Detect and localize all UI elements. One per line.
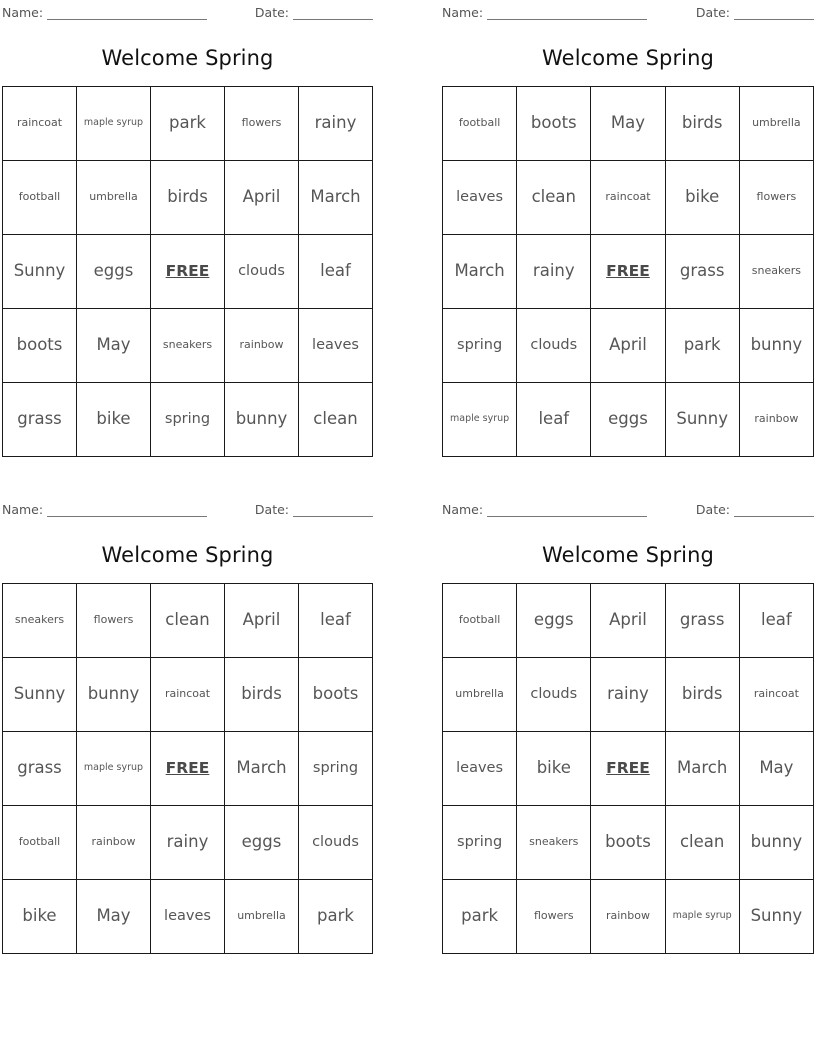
bingo-cell[interactable] [151, 806, 225, 880]
bingo-cell-label: March [677, 758, 728, 778]
bingo-cell[interactable] [665, 309, 739, 383]
name-date-header [2, 2, 373, 20]
bingo-cell-label: bike [536, 758, 571, 778]
name-write-in-line[interactable] [47, 504, 207, 517]
name-label: Name: [2, 502, 44, 517]
bingo-cell[interactable] [299, 309, 373, 383]
bingo-cell-label: rainy [166, 832, 209, 852]
bingo-cell-label: raincoat [753, 687, 799, 701]
bingo-cell[interactable] [591, 806, 665, 880]
card-title: Welcome Spring [101, 46, 274, 70]
bingo-cell-label: flowers [756, 190, 797, 204]
bingo-cell-label: May [96, 906, 131, 926]
date-field-group [255, 503, 373, 517]
name-label: Name: [2, 5, 44, 20]
bingo-cell[interactable] [299, 161, 373, 235]
bingo-cell[interactable] [151, 880, 225, 954]
bingo-row [443, 584, 814, 658]
bingo-cell-label: rainbow [239, 338, 284, 352]
bingo-cell-label: grass [17, 409, 62, 429]
bingo-cell-label: leaves [456, 760, 504, 777]
bingo-cell[interactable] [443, 584, 517, 658]
bingo-cell-label: leaf [320, 610, 351, 630]
bingo-cell-label: birds [681, 684, 723, 704]
bingo-cell[interactable] [3, 309, 77, 383]
bingo-cell[interactable] [225, 161, 299, 235]
name-date-header [442, 2, 814, 20]
bingo-cell-label: Sunny [750, 906, 803, 926]
bingo-cell[interactable] [443, 235, 517, 309]
bingo-cell-label: March [236, 758, 287, 778]
bingo-card [0, 0, 408, 457]
bingo-cell-label: boots [16, 335, 63, 355]
bingo-cell[interactable] [517, 309, 591, 383]
bingo-cell[interactable] [443, 658, 517, 732]
bingo-cell-label: eggs [241, 832, 282, 852]
bingo-cell-label: maple syrup [83, 762, 144, 774]
bingo-cell-label: March [310, 187, 361, 207]
bingo-cell-label: April [242, 610, 281, 630]
bingo-cell[interactable] [591, 383, 665, 457]
bingo-cell[interactable] [443, 383, 517, 457]
bingo-row [3, 658, 373, 732]
bingo-cell[interactable] [739, 806, 813, 880]
bingo-cell[interactable] [665, 732, 739, 806]
name-field-group [2, 6, 207, 20]
bingo-grid [442, 86, 814, 457]
bingo-free-cell[interactable] [151, 732, 225, 806]
bingo-cell-label: rainbow [754, 412, 799, 426]
date-field-group [696, 503, 814, 517]
bingo-cell-label: rainy [314, 113, 357, 133]
bingo-cell[interactable] [299, 235, 373, 309]
bingo-cell[interactable] [739, 309, 813, 383]
bingo-cell-label: eggs [93, 261, 134, 281]
bingo-cell-label: leaf [538, 409, 570, 429]
bingo-cell[interactable] [77, 732, 151, 806]
bingo-cell-label: birds [167, 187, 208, 207]
bingo-cell[interactable] [225, 880, 299, 954]
bingo-cell[interactable] [77, 87, 151, 161]
bingo-cell-label: rainbow [605, 909, 650, 923]
bingo-cell[interactable] [77, 658, 151, 732]
bingo-cell-label: April [609, 610, 647, 630]
bingo-cell-label: flowers [93, 613, 134, 627]
bingo-cell[interactable] [225, 584, 299, 658]
bingo-cell-label: leaves [164, 908, 211, 925]
bingo-cell[interactable] [443, 732, 517, 806]
bingo-cell[interactable] [517, 880, 591, 954]
bingo-cell-label: grass [679, 610, 725, 630]
bingo-cell-label: flowers [241, 116, 282, 130]
bingo-cell[interactable] [443, 309, 517, 383]
bingo-row [3, 806, 373, 880]
bingo-cell-label: clean [165, 610, 210, 630]
bingo-grid [442, 583, 814, 954]
bingo-cell-label: clean [531, 187, 576, 207]
bingo-row [443, 235, 814, 309]
bingo-cell[interactable] [225, 383, 299, 457]
bingo-cell[interactable] [225, 806, 299, 880]
bingo-cell-label: rainbow [91, 835, 136, 849]
bingo-cell-label: park [683, 335, 721, 355]
bingo-cell-label: sneakers [14, 613, 65, 627]
bingo-cell-label: clean [679, 832, 725, 852]
bingo-cell[interactable] [591, 161, 665, 235]
bingo-row [443, 880, 814, 954]
bingo-cell[interactable] [591, 658, 665, 732]
bingo-cell-label: sneakers [162, 338, 213, 352]
bingo-cell[interactable] [77, 309, 151, 383]
bingo-cell-label: birds [681, 113, 723, 133]
bingo-row [443, 658, 814, 732]
bingo-cell-label: spring [164, 411, 211, 428]
name-field-group [2, 503, 207, 517]
bingo-cell-label: May [759, 758, 794, 778]
bingo-cell[interactable] [225, 732, 299, 806]
bingo-cell-label: clouds [530, 686, 578, 703]
bingo-cell-label: football [18, 835, 61, 849]
bingo-cell-label: umbrella [237, 909, 286, 923]
bingo-cell-label: umbrella [89, 190, 138, 204]
bingo-cell[interactable] [443, 87, 517, 161]
name-date-header [2, 499, 373, 517]
bingo-cell-label: bike [96, 409, 131, 429]
bingo-cell-label: bunny [750, 335, 803, 355]
bingo-cell[interactable] [225, 658, 299, 732]
bingo-cell[interactable] [225, 309, 299, 383]
free-space-label: FREE [606, 759, 650, 778]
bingo-cell[interactable] [151, 658, 225, 732]
bingo-cell[interactable] [225, 235, 299, 309]
bingo-cell[interactable] [151, 87, 225, 161]
bingo-cell[interactable] [3, 880, 77, 954]
bingo-cell-label: umbrella [752, 116, 801, 130]
bingo-cell-label: birds [241, 684, 282, 704]
bingo-cell[interactable] [665, 880, 739, 954]
bingo-cell[interactable] [591, 584, 665, 658]
bingo-cell-label: clouds [530, 337, 578, 354]
bingo-cell-label: leaf [320, 261, 351, 281]
bingo-cell[interactable] [517, 161, 591, 235]
bingo-cell-label: March [454, 261, 505, 281]
bingo-cell-label: grass [679, 261, 725, 281]
bingo-row [3, 309, 373, 383]
bingo-cell[interactable] [591, 87, 665, 161]
bingo-grid [2, 583, 373, 954]
bingo-free-cell[interactable] [151, 235, 225, 309]
bingo-cell-label: sneakers [529, 835, 579, 849]
bingo-cell[interactable] [739, 161, 813, 235]
bingo-row [3, 880, 373, 954]
bingo-cell-label: spring [312, 760, 359, 777]
bingo-cell[interactable] [3, 658, 77, 732]
bingo-cell-label: April [242, 187, 281, 207]
bingo-cell[interactable] [443, 161, 517, 235]
bingo-cell-label: park [461, 906, 499, 926]
bingo-cell[interactable] [299, 880, 373, 954]
bingo-cell-label: boots [530, 113, 577, 133]
bingo-row [3, 584, 373, 658]
bingo-row [443, 161, 814, 235]
bingo-cell[interactable] [739, 658, 813, 732]
bingo-cell-label: raincoat [164, 687, 211, 701]
bingo-cell-label: football [458, 613, 501, 627]
bingo-cell-label: football [18, 190, 61, 204]
bingo-cell[interactable] [665, 235, 739, 309]
bingo-cell-label: Sunny [13, 684, 66, 704]
bingo-cell-label: football [458, 116, 501, 130]
date-field-group [696, 6, 814, 20]
bingo-cell-label: clouds [312, 834, 359, 851]
bingo-cell-label: maple syrup [672, 910, 732, 922]
bingo-cell[interactable] [151, 309, 225, 383]
bingo-cell-label: bike [685, 187, 720, 207]
bingo-cell-label: umbrella [455, 687, 504, 701]
bingo-cell-label: maple syrup [450, 413, 510, 425]
bingo-row [3, 383, 373, 457]
bingo-cell[interactable] [739, 235, 813, 309]
bingo-row [443, 309, 814, 383]
bingo-cell-label: rainy [607, 684, 649, 704]
bingo-cell[interactable] [299, 584, 373, 658]
bingo-cell[interactable] [443, 806, 517, 880]
bingo-cell-label: bike [22, 906, 57, 926]
bingo-cell-label: raincoat [16, 116, 63, 130]
bingo-grid [2, 86, 373, 457]
bingo-cell[interactable] [665, 658, 739, 732]
bingo-row [443, 806, 814, 880]
bingo-cell[interactable] [517, 235, 591, 309]
bingo-row [443, 87, 814, 161]
bingo-cell-label: spring [457, 337, 503, 354]
name-date-header [442, 499, 814, 517]
bingo-cell[interactable] [665, 87, 739, 161]
bingo-row [443, 383, 814, 457]
bingo-cell[interactable] [517, 87, 591, 161]
bingo-cell-label: sneakers [751, 264, 801, 278]
bingo-free-cell[interactable] [591, 235, 665, 309]
card-title: Welcome Spring [542, 46, 714, 70]
bingo-cell[interactable] [739, 87, 813, 161]
bingo-cell[interactable] [3, 235, 77, 309]
bingo-row [3, 732, 373, 806]
bingo-cell-label: flowers [533, 909, 574, 923]
bingo-cell[interactable] [151, 584, 225, 658]
bingo-cell-label: maple syrup [83, 117, 144, 129]
bingo-cell[interactable] [517, 658, 591, 732]
bingo-cell-label: eggs [533, 610, 574, 630]
bingo-free-cell[interactable] [591, 732, 665, 806]
bingo-cell-label: Sunny [676, 409, 728, 429]
bingo-cell[interactable] [591, 309, 665, 383]
bingo-cell[interactable] [151, 383, 225, 457]
date-write-in-line[interactable] [734, 7, 814, 20]
bingo-cell[interactable] [3, 806, 77, 880]
bingo-cell-label: clouds [238, 263, 285, 280]
free-space-label: FREE [165, 262, 210, 281]
bingo-cell[interactable] [739, 584, 813, 658]
bingo-cell-label: rainy [532, 261, 575, 281]
bingo-cell[interactable] [517, 584, 591, 658]
bingo-cell[interactable] [299, 806, 373, 880]
card-title: Welcome Spring [542, 543, 714, 567]
bingo-cell-label: boots [605, 832, 651, 852]
bingo-row [443, 732, 814, 806]
free-space-label: FREE [606, 262, 650, 281]
name-field-group [442, 6, 647, 20]
bingo-cell[interactable] [77, 880, 151, 954]
bingo-cell-label: clean [313, 409, 358, 429]
bingo-cell[interactable] [3, 732, 77, 806]
bingo-cell[interactable] [299, 383, 373, 457]
bingo-cell[interactable] [225, 87, 299, 161]
bingo-cell[interactable] [665, 584, 739, 658]
bingo-cell[interactable] [77, 235, 151, 309]
bingo-cell[interactable] [739, 880, 813, 954]
bingo-cell[interactable] [591, 880, 665, 954]
free-space-label: FREE [165, 759, 210, 778]
date-label: Date: [695, 502, 730, 517]
bingo-cell[interactable] [517, 732, 591, 806]
bingo-cell[interactable] [739, 732, 813, 806]
date-label: Date: [695, 5, 730, 20]
bingo-cell[interactable] [77, 806, 151, 880]
card-title: Welcome Spring [101, 543, 274, 567]
bingo-cell[interactable] [665, 161, 739, 235]
bingo-cell-label: leaves [456, 189, 504, 206]
bingo-cell-label: April [609, 335, 647, 355]
bingo-cell[interactable] [299, 87, 373, 161]
bingo-cell[interactable] [77, 584, 151, 658]
bingo-row [3, 161, 373, 235]
bingo-cell-label: May [610, 113, 646, 133]
date-field-group [255, 6, 373, 20]
bingo-card [408, 457, 816, 954]
bingo-card [408, 0, 816, 457]
bingo-cell[interactable] [3, 87, 77, 161]
bingo-row [3, 87, 373, 161]
bingo-cell[interactable] [3, 161, 77, 235]
bingo-cell-label: bunny [235, 409, 288, 429]
bingo-cell-label: bunny [750, 832, 803, 852]
name-field-group [442, 503, 647, 517]
name-write-in-line[interactable] [47, 7, 207, 20]
bingo-cell-label: park [317, 906, 354, 926]
bingo-cell-label: park [169, 113, 206, 133]
bingo-cell[interactable] [151, 161, 225, 235]
bingo-cell[interactable] [517, 806, 591, 880]
bingo-card [0, 457, 408, 954]
name-label: Name: [442, 5, 484, 20]
bingo-cell-label: eggs [608, 409, 648, 429]
date-write-in-line[interactable] [293, 504, 373, 517]
bingo-cell[interactable] [443, 880, 517, 954]
bingo-cell[interactable] [77, 383, 151, 457]
name-write-in-line[interactable] [487, 504, 647, 517]
bingo-cell-label: leaves [312, 337, 359, 354]
date-label: Date: [254, 502, 289, 517]
date-write-in-line[interactable] [293, 7, 373, 20]
bingo-cell[interactable] [3, 383, 77, 457]
bingo-cell[interactable] [299, 732, 373, 806]
bingo-cell[interactable] [3, 584, 77, 658]
bingo-cell[interactable] [665, 806, 739, 880]
bingo-cell-label: leaf [761, 610, 792, 630]
bingo-cell-label: bunny [87, 684, 140, 704]
name-write-in-line[interactable] [487, 7, 647, 20]
bingo-cell[interactable] [299, 658, 373, 732]
bingo-cell-label: grass [17, 758, 62, 778]
bingo-cell[interactable] [517, 383, 591, 457]
bingo-cell-label: Sunny [13, 261, 66, 281]
bingo-cell-label: raincoat [605, 190, 651, 204]
bingo-row [3, 235, 373, 309]
name-label: Name: [442, 502, 484, 517]
bingo-cell-label: boots [312, 684, 359, 704]
bingo-cell[interactable] [665, 383, 739, 457]
bingo-cell-label: May [96, 335, 131, 355]
bingo-cell[interactable] [77, 161, 151, 235]
date-write-in-line[interactable] [734, 504, 814, 517]
bingo-cell[interactable] [739, 383, 813, 457]
bingo-cell-label: spring [457, 834, 503, 851]
date-label: Date: [254, 5, 289, 20]
